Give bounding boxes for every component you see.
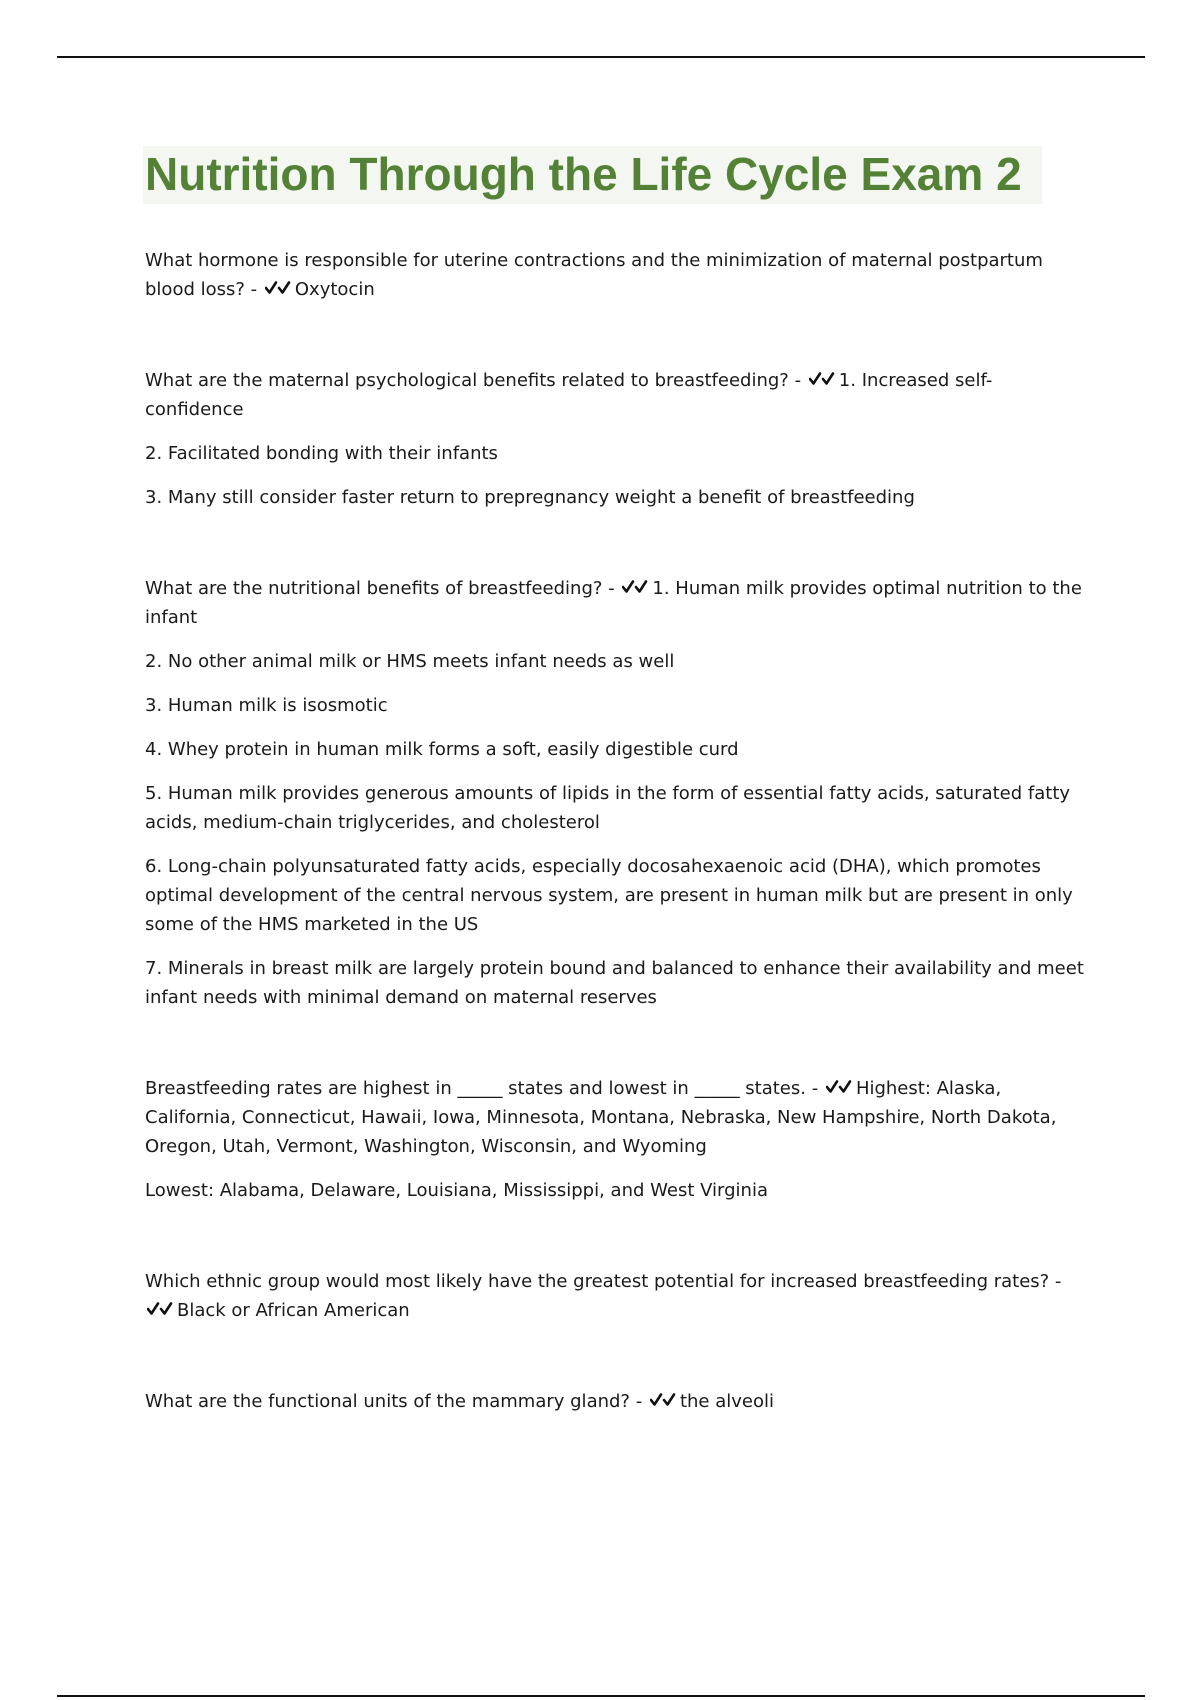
document-body bbox=[145, 146, 1090, 1431]
question-text: What are the maternal psychological benefits related to breastfeeding? - bbox=[145, 370, 802, 391]
answer-line: Lowest: Alabama, Delaware, Louisiana, Mississippi, and West Virginia bbox=[145, 1180, 768, 1201]
qa-item bbox=[145, 1387, 1090, 1416]
answer-text: 1. Increased self-confidence bbox=[145, 370, 993, 420]
top-rule bbox=[57, 56, 1145, 58]
bottom-rule bbox=[57, 1695, 1145, 1697]
qa-item bbox=[145, 1074, 1090, 1205]
question-text: Breastfeeding rates are highest in _____ states and lowest in _____ states. - bbox=[145, 1078, 819, 1099]
answer-line: 3. Many still consider faster return to prepregnancy weight a benefit of breastfeeding bbox=[145, 487, 915, 508]
question-text: Which ethnic group would most likely have the greatest potential for increased breastfeeding rates? - bbox=[145, 1271, 1062, 1292]
qa-item bbox=[145, 1267, 1090, 1325]
question-text: What hormone is responsible for uterine contractions and the minimization of maternal postpartum blood loss? - bbox=[145, 250, 1043, 300]
answer-text: Black or African American bbox=[177, 1300, 410, 1321]
answer-text: Oxytocin bbox=[294, 279, 375, 300]
qa-question-line bbox=[145, 1074, 1090, 1161]
qa-question-line bbox=[145, 574, 1090, 632]
answer-line: 5. Human milk provides generous amounts of lipids in the form of essential fatty acids, saturated fatty acids, medium-chain triglycerides, and cholesterol bbox=[145, 783, 1071, 833]
answer-line: 2. No other animal milk or HMS meets infant needs as well bbox=[145, 651, 675, 672]
qa-question-line bbox=[145, 366, 1090, 424]
double-check-icon bbox=[147, 1300, 173, 1318]
answer-line: 6. Long-chain polyunsaturated fatty acids, especially docosahexaenoic acid (DHA), which promotes optimal development of the central nervous system, are present in human milk but are present in only some of the HMS marketed in the US bbox=[145, 856, 1073, 935]
answer-line: 7. Minerals in breast milk are largely protein bound and balanced to enhance their availability and meet infant needs with minimal demand on maternal reserves bbox=[145, 958, 1084, 1008]
qa-list bbox=[145, 246, 1090, 1416]
qa-item bbox=[145, 574, 1090, 1012]
page-title: Nutrition Through the Life Cycle Exam 2 bbox=[145, 148, 1022, 200]
double-check-icon bbox=[650, 1391, 676, 1409]
double-check-icon bbox=[809, 370, 835, 388]
double-check-icon bbox=[622, 578, 648, 596]
qa-item bbox=[145, 366, 1090, 512]
qa-item bbox=[145, 246, 1090, 304]
answer-text: 1. Human milk provides optimal nutrition to the infant bbox=[145, 578, 1082, 628]
double-check-icon bbox=[265, 279, 291, 297]
question-text: What are the nutritional benefits of breastfeeding? - bbox=[145, 578, 615, 599]
answer-line: 2. Facilitated bonding with their infants bbox=[145, 443, 498, 464]
question-text: What are the functional units of the mammary gland? - bbox=[145, 1391, 643, 1412]
double-check-icon bbox=[826, 1078, 852, 1096]
qa-question-line bbox=[145, 1387, 1090, 1416]
qa-question-line bbox=[145, 246, 1090, 304]
qa-question-line bbox=[145, 1267, 1090, 1325]
answer-line: 4. Whey protein in human milk forms a soft, easily digestible curd bbox=[145, 739, 739, 760]
answer-line: 3. Human milk is isosmotic bbox=[145, 695, 388, 716]
title-band bbox=[143, 146, 1042, 204]
answer-text: Highest: Alaska, California, Connecticut, Hawaii, Iowa, Minnesota, Montana, Nebraska, New Hampshire, North Dakota, Oregon, Utah, Vermont, Washington, Wisconsin, and Wyoming bbox=[145, 1078, 1057, 1157]
answer-text: the alveoli bbox=[679, 1391, 774, 1412]
